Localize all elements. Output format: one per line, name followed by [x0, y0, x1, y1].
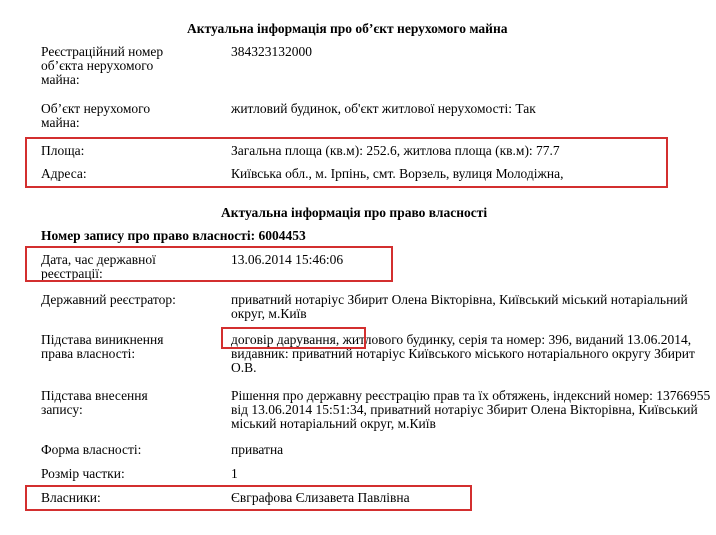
state-registrar-label: Державний реєстратор: [41, 292, 176, 307]
state-registrar-value: приватний нотаріус Збирит Олена Вікторівна, Київський міський нотаріальний округ, м.Київ [231, 292, 688, 321]
address-label: Адреса: [41, 166, 87, 181]
owners-label: Власники: [41, 490, 101, 505]
area-label: Площа: [41, 143, 85, 158]
property-object-label: Об’єкт нерухомого майна: [41, 101, 151, 130]
entry-basis-value: Рішення про державну реєстрацію прав та їх обтяжень, індексний номер: 13766955 від 13.06.2014 15:51:34, приватний нотаріус Збирит Олена Вікторівна, Київський міський нотаріальний округ, м.Київ [231, 388, 711, 431]
share-size-value: 1 [231, 466, 238, 481]
registration-number-value: 384323132000 [231, 44, 312, 59]
area-value: Загальна площа (кв.м): 252.6, житлова площа (кв.м): 77.7 [231, 143, 560, 158]
registration-number-label: Реєстраційний номер об’єкта нерухомого майна: [41, 44, 164, 87]
ownership-basis-value: договір дарування, житлового будинку, серія та номер: 396, виданий 13.06.2014, видавник: приватний нотаріус Київського міського нотаріального округу Збирит О.В. [231, 332, 695, 375]
area-address-highlight [25, 137, 668, 188]
ownership-basis-label: Підстава виникнення права власності: [41, 332, 164, 361]
owners-value: Євграфова Єлизавета Павлівна [231, 490, 410, 505]
ownership-form-label: Форма власності: [41, 442, 142, 457]
entry-basis-label: Підстава внесення запису: [41, 388, 148, 417]
gift-agreement-highlight [221, 327, 366, 349]
share-size-label: Розмір частки: [41, 466, 125, 481]
record-number: Номер запису про право власності: 6004453 [41, 228, 306, 243]
registration-date-label: Дата, час державної реєстрації: [41, 252, 156, 281]
ownership-form-value: приватна [231, 442, 284, 457]
owners-highlight [25, 485, 472, 511]
registration-date-highlight [25, 246, 393, 282]
property-object-value: житловий будинок, об'єкт житлової нерухомості: Так [231, 101, 536, 116]
object-section-title: Актуальна інформація про об’єкт нерухомого майна [187, 21, 508, 36]
registration-date-value: 13.06.2014 15:46:06 [231, 252, 344, 267]
ownership-section-title: Актуальна інформація про право власності [221, 205, 488, 220]
address-value: Київська обл., м. Ірпінь, смт. Ворзель, вулиця Молодіжна, [231, 166, 564, 181]
